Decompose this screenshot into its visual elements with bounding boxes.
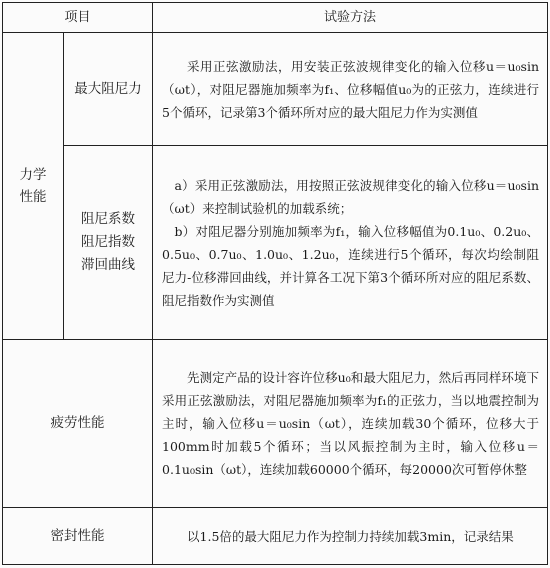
method-damping-params-b: b）对阻尼器分别施加频率为f₁，输入位移幅值为0.1u₀、0.2u₀、0.5u₀、0.7u₀、1.0u₀、1.2u₀，连续进行5个循环，每次均绘制阻尼力-位移滞回曲线，并计算各工况下第3个循环所对应的阻尼系数、阻尼指数作为实测值 bbox=[162, 223, 540, 308]
category-mechanical bbox=[3, 33, 64, 340]
item-damping-params bbox=[64, 146, 153, 340]
table-row-max-damping bbox=[3, 33, 548, 146]
table-row-sealing bbox=[3, 508, 548, 565]
method-sealing-text: 以1.5倍的最大阻尼力作为控制力持续加载3min，记录结果 bbox=[187, 528, 514, 544]
test-method-table bbox=[2, 2, 548, 565]
method-sealing bbox=[153, 508, 548, 565]
item-damping-coefficient: 阻尼系数 bbox=[81, 211, 135, 227]
method-fatigue bbox=[153, 340, 548, 508]
item-damping-exponent: 阻尼指数 bbox=[81, 234, 135, 250]
item-hysteresis-curve: 滞回曲线 bbox=[81, 257, 135, 273]
method-damping-params bbox=[153, 146, 548, 340]
table-header-row bbox=[3, 3, 548, 33]
category-mechanical-line2: 性能 bbox=[19, 189, 47, 205]
method-fatigue-text: 先测定产品的设计容许位移u₀和最大阻尼力，然后再同样环境下采用正弦激励法，对阻尼器施加频率为f₁的正弦力，当以地震控制为主时，输入位移u＝u₀sin（ωt），连续加载30个循环，位移大于100mm时加载5个循环；当以风振控制为主时，输入位移u＝0.1u₀sin（ωt），连续加载60000个循环，每20000次可暂停休整 bbox=[162, 370, 540, 477]
method-max-damping-text: 采用正弦激励法，用安装正弦波规律变化的输入位移u＝u₀sin（ωt），对阻尼器施加频率为f₁、位移幅值u₀为的正弦力，连续进行5个循环，记录第3个循环所对应的最大阻尼力作为实测值 bbox=[162, 58, 540, 120]
header-item: 项目 bbox=[3, 3, 153, 33]
header-method: 试验方法 bbox=[153, 3, 548, 33]
item-max-damping: 最大阻尼力 bbox=[64, 33, 153, 146]
item-sealing: 密封性能 bbox=[3, 508, 153, 565]
category-mechanical-line1: 力学 bbox=[19, 167, 47, 183]
method-damping-params-a: a）采用正弦激励法，用按照正弦波规律变化的输入位移u＝u₀sin（ωt）来控制试验机的加载系统； bbox=[162, 177, 540, 216]
table-row-fatigue bbox=[3, 340, 548, 508]
table-row-damping-params bbox=[3, 146, 548, 340]
method-max-damping bbox=[153, 33, 548, 146]
item-fatigue: 疲劳性能 bbox=[3, 340, 153, 508]
